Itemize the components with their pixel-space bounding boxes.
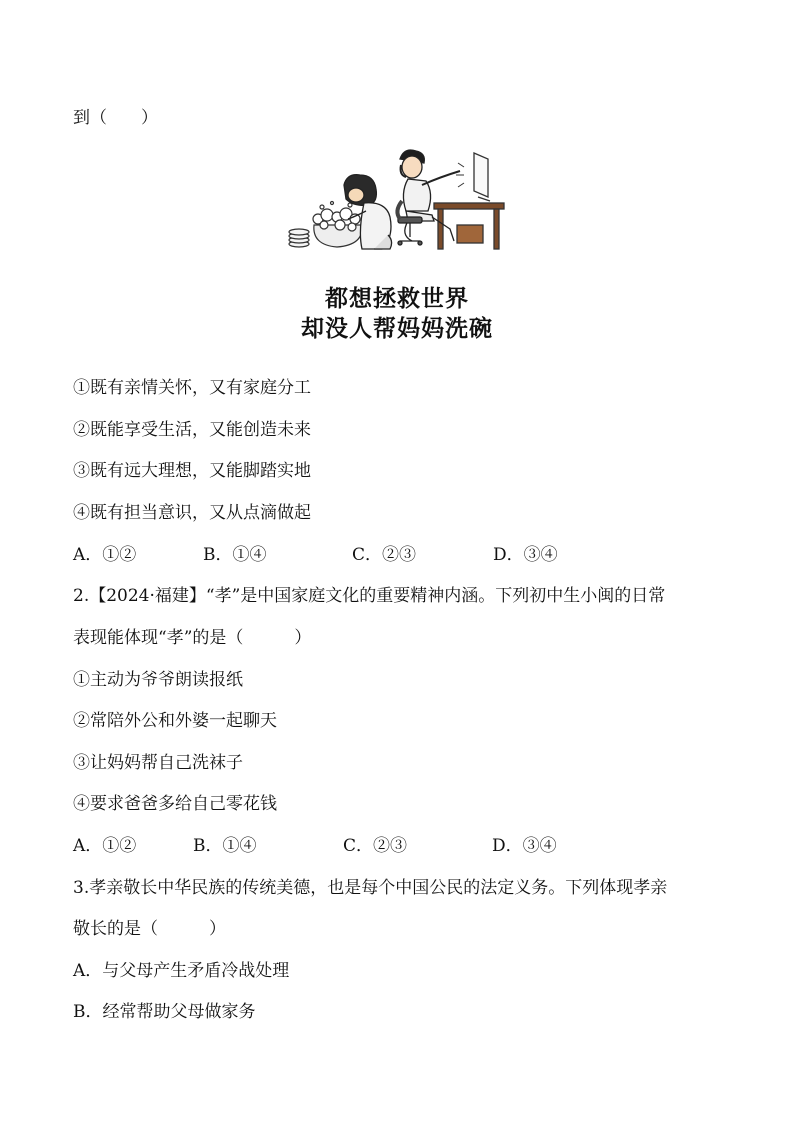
q2-stem-line-1: 2.【2024·福建】“孝”是中国家庭文化的重要精神内涵。下列初中生小闽的日常 — [73, 586, 666, 606]
wash-basin-icon — [313, 202, 362, 248]
q2-item-3: ③让妈妈帮自己洗袜子 — [73, 753, 243, 773]
q1-option-d[interactable]: D．③④ — [493, 545, 558, 565]
plates-icon — [289, 229, 309, 247]
q1-option-b[interactable]: B．①④ — [203, 545, 267, 565]
q2-option-c[interactable]: C．②③ — [343, 836, 408, 856]
q1-item-3: ③既有远大理想，又能脚踏实地 — [73, 461, 311, 481]
q2-stem-line-2: 表现能体现“孝”的是（ ） — [73, 628, 312, 648]
q1-item-1: ①既有亲情关怀，又有家庭分工 — [73, 378, 311, 398]
q1-option-a[interactable]: A．①② — [73, 545, 137, 565]
q1-stem-tail: 到（ ） — [73, 108, 158, 128]
man-figure — [400, 150, 460, 241]
q1-item-4: ④既有担当意识，又从点滴做起 — [73, 503, 311, 523]
q2-option-a[interactable]: A．①② — [73, 836, 137, 856]
q1-option-c[interactable]: C．②③ — [352, 545, 417, 565]
q2-option-b[interactable]: B．①④ — [193, 836, 257, 856]
q3-stem-line-1: 3.孝亲敬长中华民族的传统美德，也是每个中国公民的法定义务。下列体现孝亲 — [73, 878, 668, 898]
q3-stem-line-2: 敬长的是（ ） — [73, 919, 226, 939]
q2-item-2: ②常陪外公和外婆一起聊天 — [73, 711, 277, 731]
q2-item-1: ①主动为爷爷朗读报纸 — [73, 670, 243, 690]
monitor-icon — [456, 153, 490, 201]
q3-option-a[interactable]: A．与父母产生矛盾冷战处理 — [73, 961, 290, 981]
q3-option-b[interactable]: B．经常帮助父母做家务 — [73, 1002, 256, 1022]
q2-option-d[interactable]: D．③④ — [492, 836, 557, 856]
cartoon-caption-line-1: 都想拯救世界 — [325, 286, 469, 312]
cartoon-caption-line-2: 却没人帮妈妈洗碗 — [301, 316, 493, 342]
cartoon-caption — [282, 284, 512, 344]
q1-item-2: ②既能享受生活，又能创造未来 — [73, 420, 311, 440]
q2-item-4: ④要求爸爸多给自己零花钱 — [73, 794, 277, 814]
